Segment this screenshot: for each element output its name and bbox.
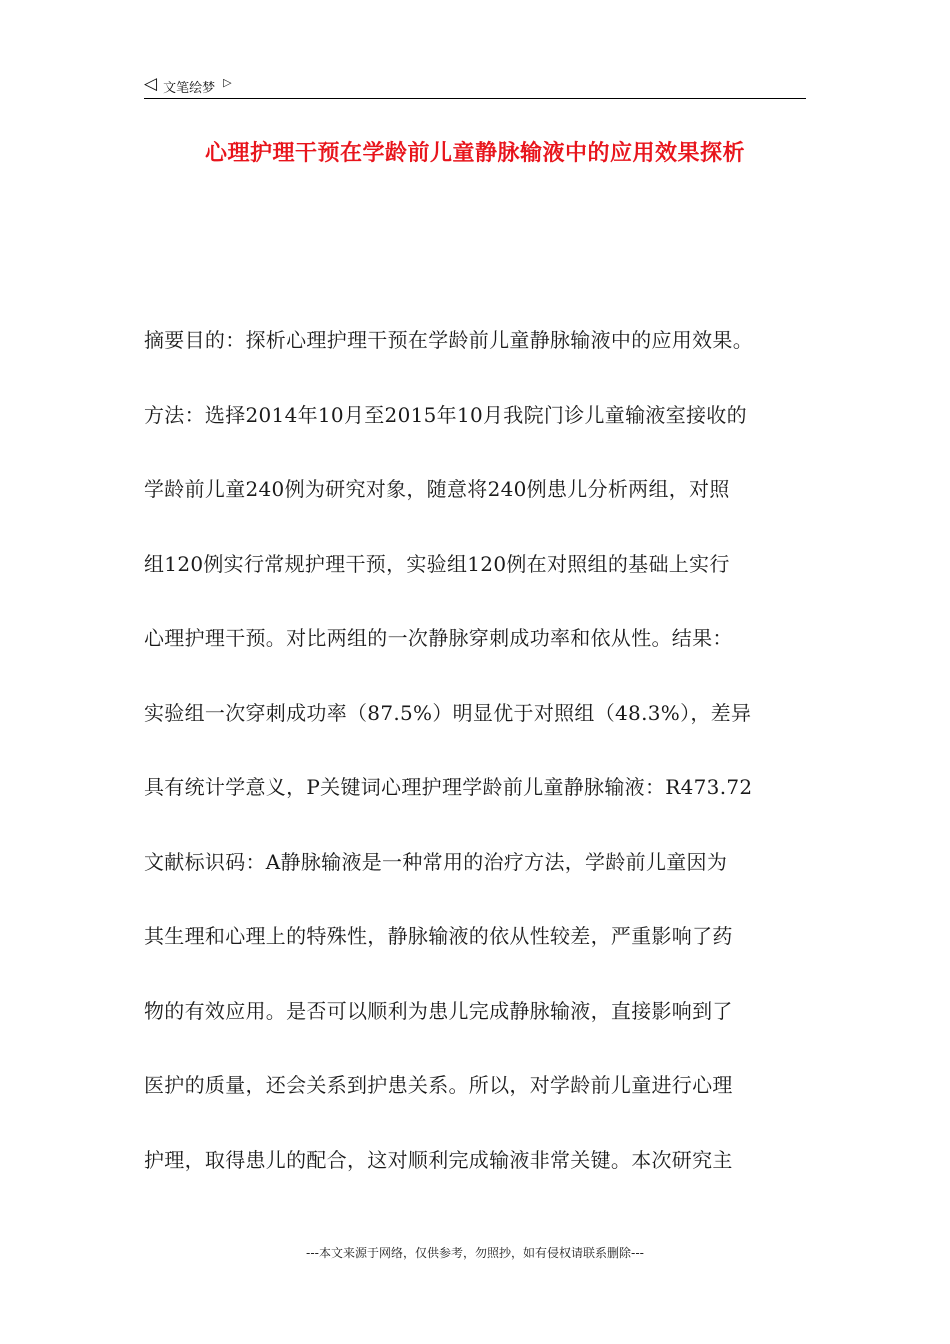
page-header xyxy=(144,74,806,99)
text-line: 组120例实行常规护理干预，实验组120例在对照组的基础上实行 xyxy=(144,551,730,576)
text-line: 物的有效应用。是否可以顺利为患儿完成静脉输液，直接影响到了 xyxy=(144,998,733,1023)
right-triangle-icon: ▷ xyxy=(223,75,232,89)
left-triangle-icon: ◁ xyxy=(144,73,158,94)
text-line: 实验组一次穿刺成功率（87.5%）明显优于对照组（48.3%），差异 xyxy=(144,700,752,725)
abstract-body xyxy=(144,322,812,1216)
text-line: 学龄前儿童240例为研究对象，随意将240例患儿分析两组，对照 xyxy=(144,477,730,501)
text-line: 文献标识码：A静脉输液是一种常用的治疗方法，学龄前儿童因为 xyxy=(144,849,728,874)
text-line: 心理护理干预。对比两组的一次静脉穿刺成功率和依从性。结果： xyxy=(144,626,733,650)
text-line: 护理，取得患儿的配合，这对顺利完成输液非常关键。本次研究主 xyxy=(144,1147,733,1172)
text-line: 方法：选择2014年10月至2015年10月我院门诊儿童输液室接收的 xyxy=(144,402,747,427)
text-line: 具有统计学意义，P关键词心理护理学龄前儿童静脉输液：R473.72 xyxy=(144,775,753,799)
text-line: 其生理和心理上的特殊性，静脉输液的依从性较差，严重影响了药 xyxy=(144,924,733,948)
text-line: 医护的质量，还会关系到护患关系。所以，对学龄前儿童进行心理 xyxy=(144,1073,733,1097)
document-title: 心理护理干预在学龄前儿童静脉输液中的应用效果探析 xyxy=(204,141,745,166)
header-brand: 文笔绘梦 xyxy=(163,80,216,96)
page-footer: ---本文来源于网络，仅供参考，勿照抄，如有侵权请联系删除--- xyxy=(306,1246,644,1260)
text-line: 摘要目的：探析心理护理干预在学龄前儿童静脉输液中的应用效果。 xyxy=(144,328,753,352)
